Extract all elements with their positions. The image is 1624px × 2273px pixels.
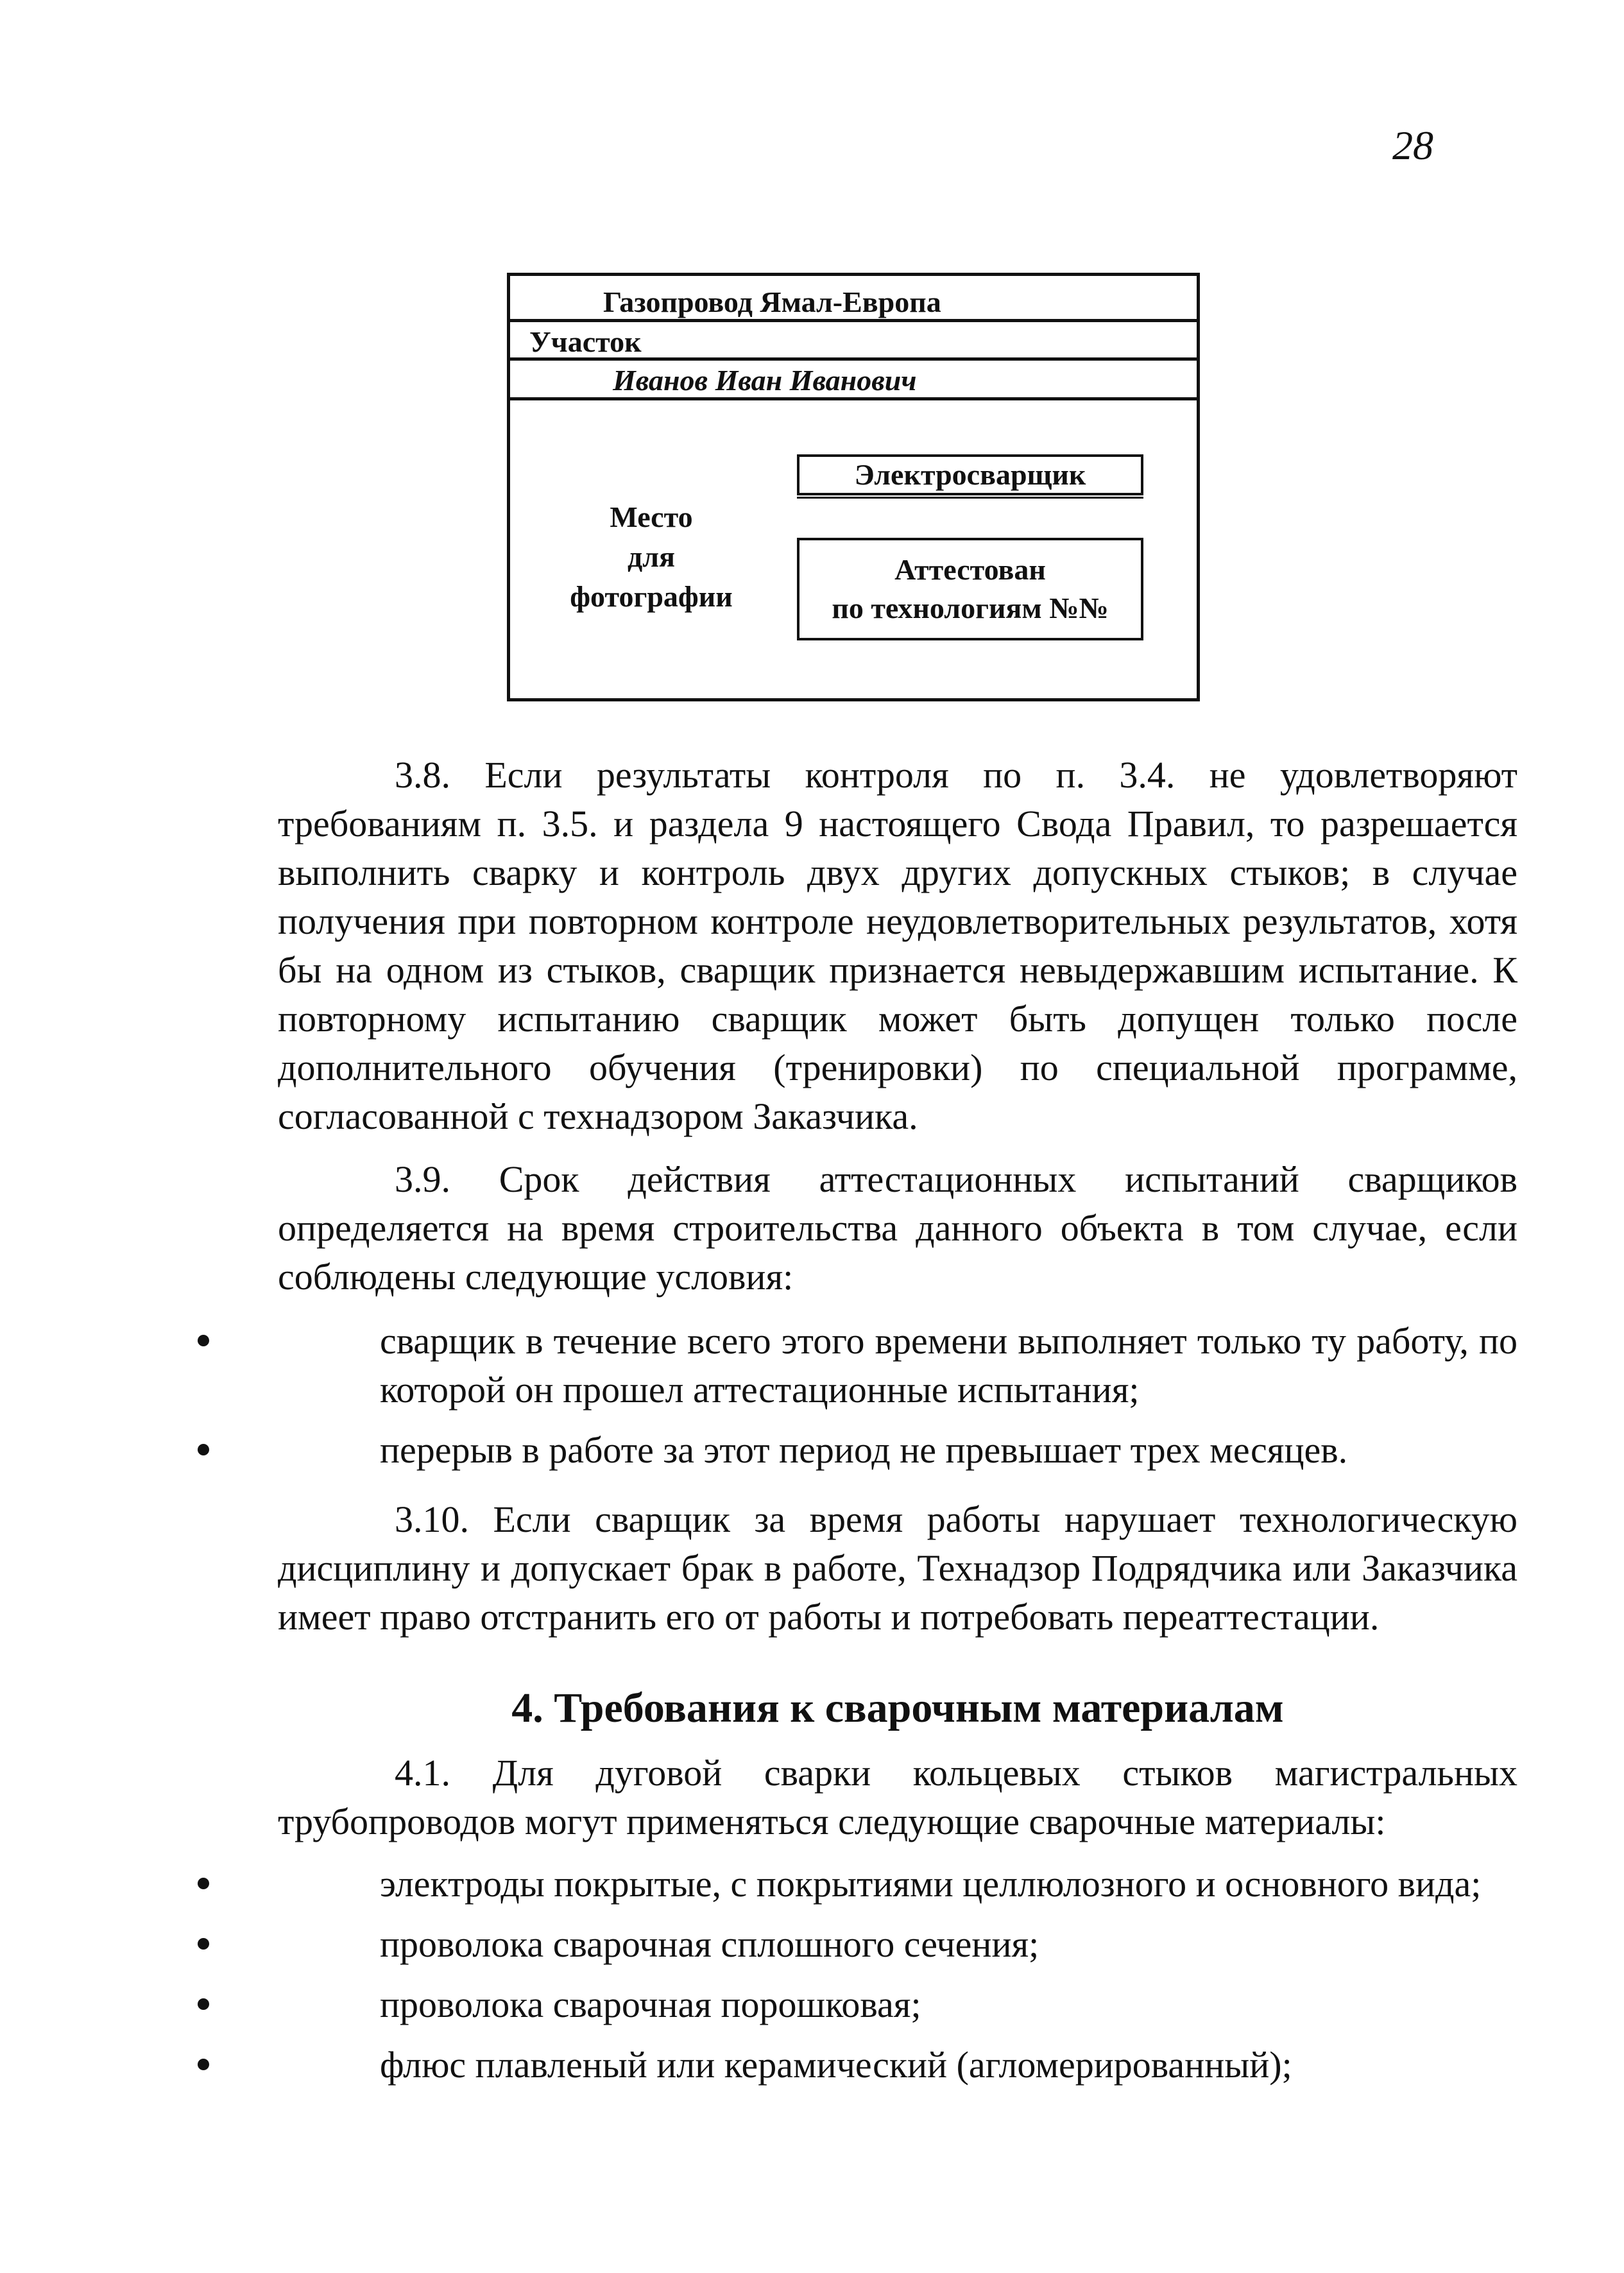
bullet-dot [198,2059,209,2070]
card-title: Газопровод Ямал-Европа [603,286,941,318]
page-number: 28 [1392,123,1433,168]
paragraph-3-8-text: 3.8. Если результаты контроля по п. 3.4. не удовлетворяют требованиям п. 3.5. и раздела 9 настоящего Свода Правил, то разрешается выполнить сварку и контроль двух других допускных стыков; в случае получения при повторном контроле неудовлетворительных результатов, хотя бы на одном из стыков, сварщик признается невыдержавшим испытание. К повторному испытанию сварщик может быть допущен только после дополнительного обучения (тренировки) по специальной программе, согласованной с технадзором Заказчика. [278,754,1517,1137]
list-item-text: проволока сварочная сплошного сечения; [380,1923,1039,1965]
bullet-list-4-1 [278,1860,1517,2089]
bullet-dot [198,1335,209,1346]
list-item [278,1317,1517,1414]
paragraph-3-8 [278,751,1517,1141]
photo-placeholder-line: Место [610,501,693,533]
bullet-dot [198,1938,209,1950]
paragraph-3-9 [278,1155,1517,1301]
section-4-heading: 4. Требования к сварочным материалам [511,1685,1284,1731]
list-item-text: флюс плавленый или керамический (агломерированный); [380,2044,1292,2086]
certification-line: по технологиям №№ [832,592,1109,624]
paragraph-3-10 [278,1495,1517,1642]
card-section-label: Участок [529,325,642,358]
card-title-row [510,276,1197,322]
certification-box [797,538,1143,640]
profession-box: Электросварщик [797,454,1143,495]
list-item [278,1860,1517,1908]
list-item [278,1980,1517,2029]
paragraph-3-9-text: 3.9. Срок действия аттестационных испытаний сварщиков определяется на время строительства данного объекта в том случае, если соблюдены следующие условия: [278,1158,1517,1298]
bullet-dot [198,1878,209,1889]
photo-placeholder-line: фотографии [570,580,733,613]
list-item-text: электроды покрытые, с покрытиями целлюлозного и основного вида; [380,1863,1482,1905]
list-item-text: перерыв в работе за этот период не превышает трех месяцев. [380,1429,1348,1471]
bullet-list-3-9 [278,1317,1517,1475]
paragraph-4-1-text: 4.1. Для дуговой сварки кольцевых стыков магистральных трубопроводов могут применяться следующие сварочные материалы: [278,1752,1517,1842]
photo-placeholder [549,497,754,617]
welder-id-card [507,273,1200,701]
paragraph-3-10-text: 3.10. Если сварщик за время работы нарушает технологическую дисциплину и допускает брак в работе, Технадзор Подрядчика или Заказчика имеет право отстранить его от работы и потребовать переаттестации. [278,1498,1517,1638]
card-name-row [510,361,1197,400]
list-item-text: проволока сварочная порошковая; [380,1984,921,2025]
list-item-text: сварщик в течение всего этого времени выполняет только ту работу, по которой он прошел аттестационные испытания; [380,1320,1517,1411]
card-section-row [510,322,1197,361]
list-item [278,2041,1517,2089]
list-item [278,1920,1517,1969]
card-welder-name: Иванов Иван Иванович [613,364,917,397]
bullet-dot [198,1444,209,1455]
list-item [278,1426,1517,1475]
certification-line: Аттестован [894,553,1046,586]
paragraph-4-1 [278,1749,1517,1846]
bullet-dot [198,1998,209,2010]
photo-placeholder-line: для [628,540,675,573]
